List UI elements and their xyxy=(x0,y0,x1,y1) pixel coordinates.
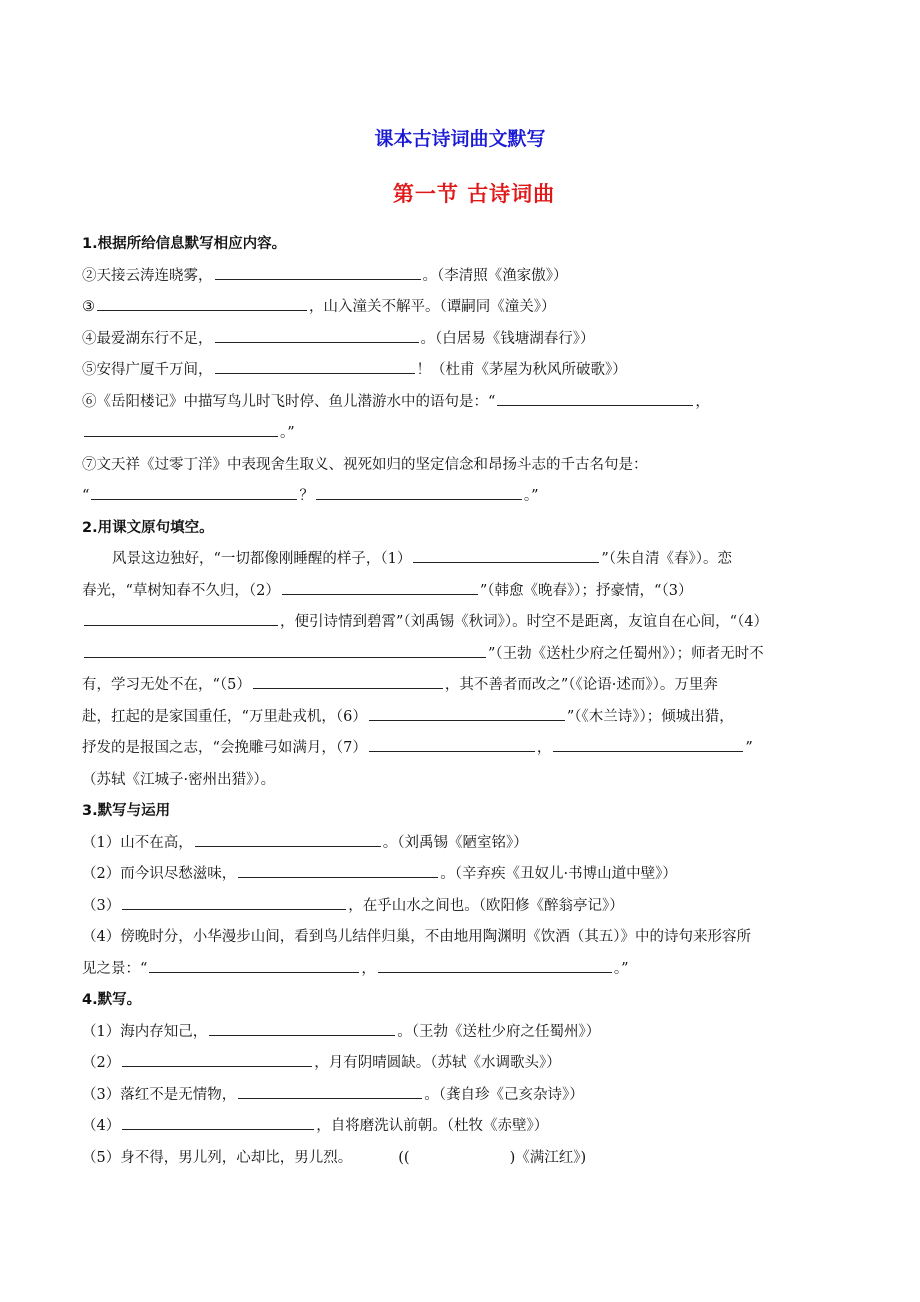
q4-line-5 xyxy=(82,1143,844,1175)
q3-line-2 xyxy=(82,859,844,891)
q2-text-9: 赴，扛起的是家国重任，“万里赴戎机，（6） xyxy=(82,708,367,725)
q4-line-5-close: )《满江红》) xyxy=(509,1149,587,1166)
q1-line-6 xyxy=(82,387,844,419)
q2-row-6 xyxy=(82,702,844,734)
q1-line-6-end: 。” xyxy=(280,425,295,441)
q2-text-6: ”（王勃《送杜少府之任蜀州》）；师者无时不 xyxy=(488,645,764,662)
q1-answer-5[interactable] xyxy=(215,359,415,374)
q2-row-8: （苏轼《江城子·密州出猎》）。 xyxy=(82,771,276,788)
q1-line-6-cont xyxy=(82,418,844,450)
q4-answer-3[interactable] xyxy=(238,1084,422,1099)
q3-answer-4a[interactable] xyxy=(149,958,359,973)
q3-line-5 xyxy=(82,954,844,986)
q4-line-2 xyxy=(82,1048,844,1080)
q2-text-3: 春光，“草树知春不久归，（2） xyxy=(82,582,280,599)
q1-answer-2[interactable] xyxy=(215,265,421,280)
q1-line-4-source: 。（白居易《钱塘湖春行》） xyxy=(420,330,595,347)
q2-row-4 xyxy=(82,639,844,671)
q1-line-4-prompt: ④最爱湖东行不足， xyxy=(82,330,213,347)
q2-text-11: 抒发的是报国之志，“会挽雕弓如满月，（7） xyxy=(82,740,367,756)
section-title: 第一节 古诗词曲 xyxy=(392,182,556,206)
q4-line-1-prompt: （1）海内存知己， xyxy=(82,1023,208,1040)
q1-line-5 xyxy=(82,355,844,387)
q3-answer-3[interactable] xyxy=(122,895,346,910)
q2-answer-7b[interactable] xyxy=(553,737,743,752)
q4-answer-1[interactable] xyxy=(209,1021,395,1036)
q1-answer-7a[interactable] xyxy=(91,485,297,500)
q1-line-3 xyxy=(82,292,844,324)
q4-answer-4[interactable] xyxy=(122,1115,314,1130)
q4-line-3-prompt: （3）落红不是无情物， xyxy=(82,1086,237,1103)
q3-line-2-source: 。（辛弃疾《丑奴儿·书博山道中壁》） xyxy=(440,866,677,882)
q1-line-7-close: 。” xyxy=(523,488,539,504)
q2-text-5: ，便引诗情到碧霄”（刘禹锡《秋词》）。时空不是距离，友谊自在心间，“（4） xyxy=(280,614,769,630)
q2-row-5 xyxy=(82,670,844,702)
q1-line-3-source: ，山入潼关不解平。（谭嗣同《潼关》） xyxy=(309,299,556,315)
q2-answer-7a[interactable] xyxy=(369,737,535,752)
q2-text-7: 有，学习无处不在，“（5） xyxy=(82,677,251,693)
q1-line-6-prompt: ⑥《岳阳楼记》中描写鸟儿时飞时停、鱼儿潜游水中的语句是：“ xyxy=(82,393,496,410)
q2-text-13: ” xyxy=(745,740,753,756)
q3-answer-2[interactable] xyxy=(238,863,438,878)
q1-line-7: ⑦文天祥《过零丁洋》中表现舍生取义、视死如归的坚定信念和昂扬斗志的千古名句是： xyxy=(82,456,648,473)
q2-answer-4[interactable] xyxy=(84,643,486,658)
q3-answer-4b[interactable] xyxy=(378,958,612,973)
content xyxy=(82,229,844,1174)
q2-heading: 2.用课文原句填空。 xyxy=(82,519,214,536)
q3-line-4: （4）傍晚时分，小华漫步山间，看到鸟儿结伴归巢，不由地用陶渊明《饮酒（其五）》中的诗句来形容所 xyxy=(82,929,751,945)
q3-heading: 3.默写与运用 xyxy=(82,803,171,819)
q4-heading: 4.默写。 xyxy=(82,992,142,1008)
q2-answer-2[interactable] xyxy=(282,580,478,595)
q4-line-4-prompt: （4） xyxy=(82,1118,121,1134)
q3-line-5-comma: ， xyxy=(361,960,376,977)
q1-line-5-prompt: ⑤安得广厦千万间， xyxy=(82,362,213,378)
q1-line-7-open: “ xyxy=(82,488,90,504)
q1-line-2-prompt: ②天接云涛连晓雾， xyxy=(82,267,213,284)
q4-line-4-source: ，自将磨洗认前朝。（杜牧《赤壁》） xyxy=(316,1118,549,1134)
q4-line-2-source: ，月有阴晴圆缺。（苏轼《水调歌头》） xyxy=(314,1055,561,1071)
q3-line-5-prompt: 见之景：“ xyxy=(82,960,148,977)
q2-text-10: ”（《木兰诗》）；倾城出猎， xyxy=(566,708,734,725)
q2-text-8: ，其不善者而改之”（《论语·述而》）。万里奔 xyxy=(444,677,718,693)
q4-line-3-source: 。（龚自珍《己亥杂诗》） xyxy=(424,1086,584,1103)
q2-answer-1[interactable] xyxy=(413,548,599,563)
q3-line-1-prompt: （1）山不在高， xyxy=(82,834,193,851)
q2-text-4: ”（韩愈《晚春》）；抒豪情，“（3） xyxy=(479,582,693,599)
q3-line-3 xyxy=(82,891,844,923)
q2-row-3 xyxy=(82,607,844,639)
document-title: 课本古诗词曲文默写 xyxy=(374,128,546,150)
q3-line-1 xyxy=(82,828,844,860)
q1-line-6-comma: ， xyxy=(695,393,710,410)
q2-row-2 xyxy=(82,576,844,608)
q3-line-3-prompt: （3） xyxy=(82,897,121,914)
q1-answer-4[interactable] xyxy=(215,328,419,343)
q4-answer-2[interactable] xyxy=(122,1052,312,1067)
q1-line-7-answers xyxy=(82,481,844,513)
q3-line-5-close: 。” xyxy=(613,960,629,977)
q1-heading: 1.根据所给信息默写相应内容。 xyxy=(82,236,287,252)
q4-line-4 xyxy=(82,1111,844,1143)
q2-answer-6[interactable] xyxy=(369,706,565,721)
q3-line-2-prompt: （2）而今识尽愁滋味， xyxy=(82,866,237,882)
q3-line-1-source: 。（刘禹锡《陋室铭》） xyxy=(382,834,528,851)
q1-line-4 xyxy=(82,324,844,356)
q3-answer-1[interactable] xyxy=(195,832,381,847)
q3-line-3-source: ，在乎山水之间也。（欧阳修《醉翁亭记》） xyxy=(348,897,624,914)
q4-line-2-prompt: （2） xyxy=(82,1055,121,1071)
q1-answer-6b[interactable] xyxy=(84,422,278,437)
q1-line-7-mid: ？ xyxy=(299,488,314,504)
q4-line-5-prompt: （5）身不得，男儿列，心却比，男儿烈。 xyxy=(82,1149,353,1166)
q2-answer-3[interactable] xyxy=(84,611,278,626)
q2-row-7 xyxy=(82,733,844,765)
q1-answer-3[interactable] xyxy=(97,296,307,311)
q1-line-2-source: 。（李清照《渔家傲》） xyxy=(422,267,568,284)
q2-answer-5[interactable] xyxy=(253,674,443,689)
q4-line-1 xyxy=(82,1017,844,1049)
q1-line-5-source: ！（杜甫《茅屋为秋风所破歌》） xyxy=(416,362,627,378)
q1-line-2 xyxy=(82,261,844,293)
q1-answer-7b[interactable] xyxy=(316,485,522,500)
q1-line-3-prompt: ③ xyxy=(82,299,95,315)
q4-line-5-open: (( xyxy=(398,1149,410,1166)
q4-line-3 xyxy=(82,1080,844,1112)
q1-answer-6a[interactable] xyxy=(497,391,693,406)
q2-text-2: ”（朱自清《春》）。恋 xyxy=(601,551,733,567)
q2-text-12: ， xyxy=(536,740,552,756)
q2-row-1 xyxy=(82,544,844,576)
q2-text-1: 风景这边独好，“一切都像刚睡醒的样子，（1） xyxy=(112,551,412,567)
q4-line-1-source: 。（王勃《送杜少府之任蜀州》） xyxy=(397,1023,601,1040)
